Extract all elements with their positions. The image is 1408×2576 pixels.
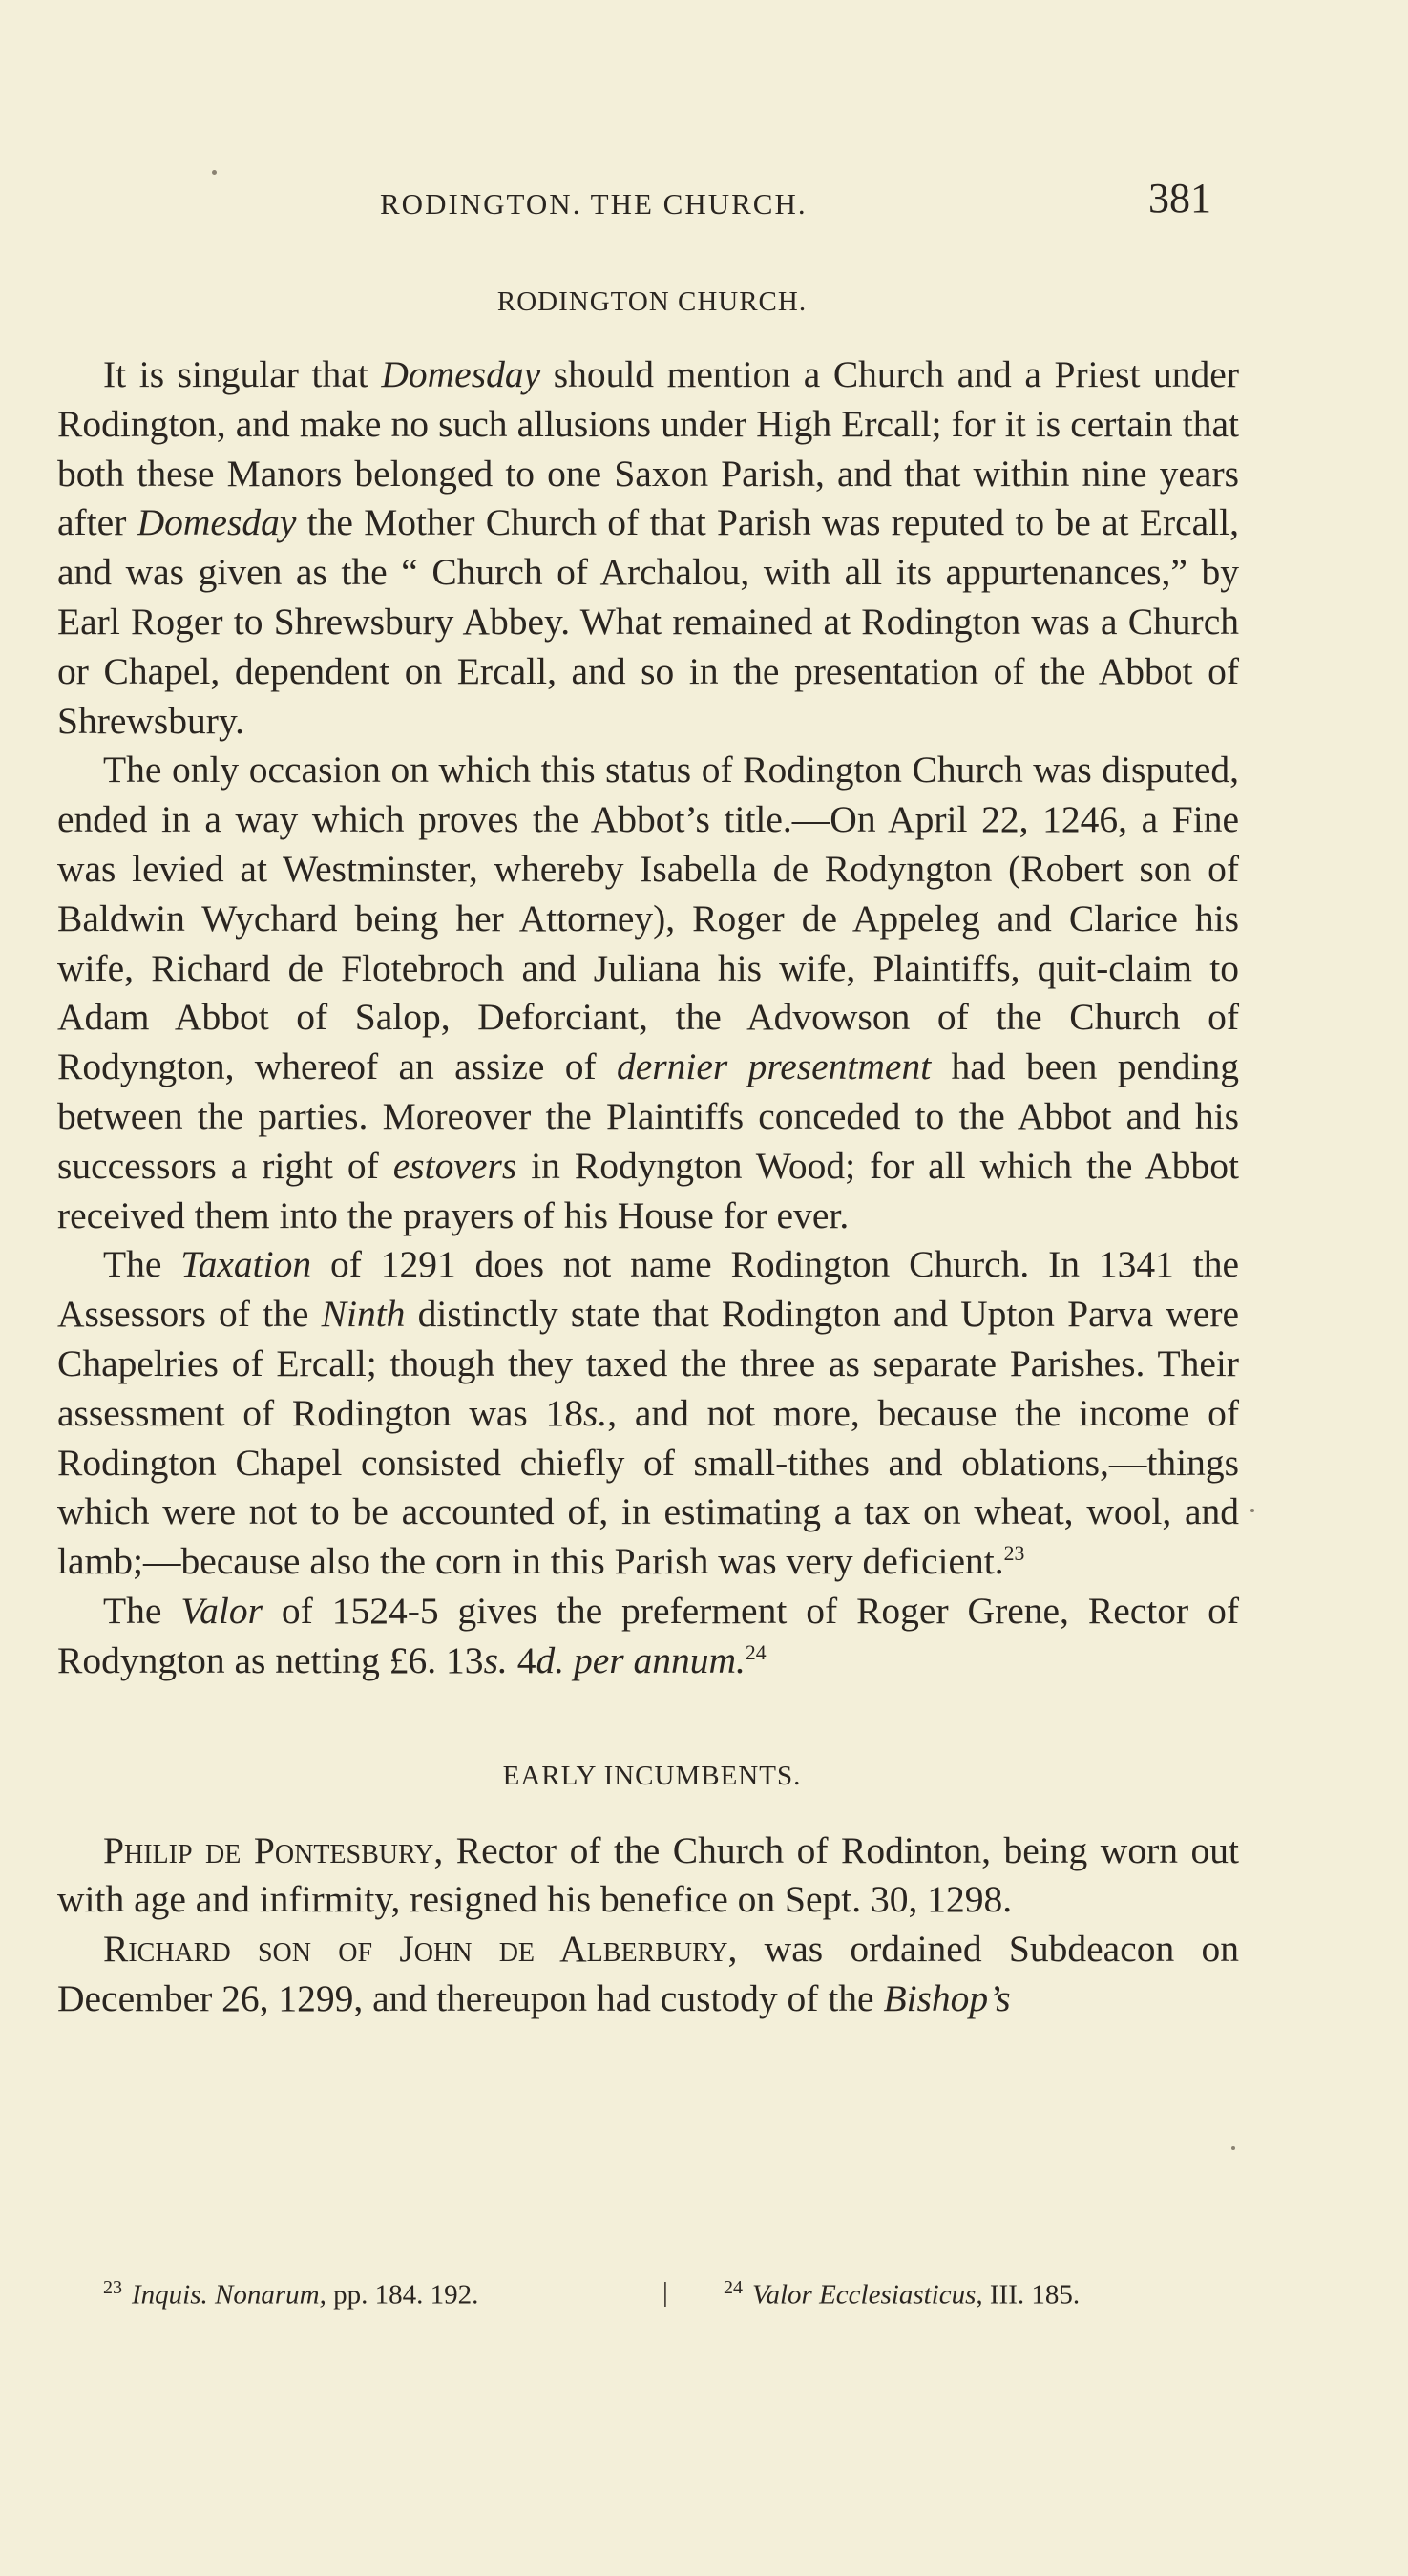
text-run: The xyxy=(103,1589,181,1632)
paragraph xyxy=(57,1587,1239,1686)
italic-text: estovers xyxy=(392,1144,517,1187)
italic-text: dernier presentment xyxy=(616,1045,932,1088)
footnote-number: 23 xyxy=(103,2277,122,2298)
italic-text: Domesday xyxy=(381,353,541,395)
footnote-ref: 24 xyxy=(745,1640,767,1664)
text-run: 4 xyxy=(507,1638,536,1681)
running-head xyxy=(0,174,1408,231)
text-run xyxy=(564,1639,574,1681)
paragraph xyxy=(57,1925,1239,2024)
footnote-23 xyxy=(103,2277,478,2312)
footnote-ref: 23 xyxy=(1003,1541,1025,1565)
running-title: RODINGTON. THE CHURCH. xyxy=(380,187,808,221)
italic-text: Domesday xyxy=(137,501,297,544)
footnote-source-title: Valor Ecclesiasticus, xyxy=(752,2279,983,2311)
text-run: of 1524-5 gives the preferment of Roger Grene, Rector of Rodyngton as netting £6. 13 xyxy=(57,1589,1239,1681)
text-run: It is singular that xyxy=(103,353,382,395)
text-run: , was ordained Subdeacon on December 26, 1299, and thereupon had custody of the xyxy=(57,1928,1239,2019)
footnote-source-title: Inquis. Nonarum, xyxy=(132,2279,326,2311)
italic-text: Bishop’s xyxy=(883,1976,1011,2019)
italic-text: s. xyxy=(483,1638,508,1681)
paragraph xyxy=(57,1240,1239,1587)
footnote-24 xyxy=(724,2277,1080,2312)
italic-text: s. xyxy=(582,1391,608,1434)
text-run: of 1291 does not name Rodington Church. In 1341 the Assessors of the xyxy=(57,1243,1239,1336)
section-heading-rodington-church: RODINGTON CHURCH. xyxy=(496,286,808,317)
italic-text: d. xyxy=(536,1638,565,1681)
italic-text: Ninth xyxy=(321,1293,406,1336)
footnote-separator: | xyxy=(662,2277,668,2308)
paragraph xyxy=(57,350,1239,746)
text-run: , and not more, because the income of Rodington Chapel consisted chiefly of small-tithes and oblations,—things which were not to be accounted of, in estimating a tax on wheat, wool, and lamb;—because also the corn in this Parish was very deficient. xyxy=(57,1391,1239,1583)
footnotes xyxy=(103,2277,1210,2325)
text-run: , Rector of the Church of Rodinton, being worn out with age and infirmity, resigned his benefice on Sept. 30, 1298. xyxy=(57,1828,1239,1921)
footnote-number: 24 xyxy=(724,2277,743,2298)
text-run: The xyxy=(103,1243,181,1286)
paragraph xyxy=(57,746,1239,1240)
text-run: distinctly state that Rodington and Upton Parva were Chapelries of Ercall; though they taxed the three as separate Parishes. Their assessment of Rodington was 18 xyxy=(57,1293,1240,1434)
text-run: had been pending between the parties. Moreover the Plaintiffs conceded to the Abbot and his successors a right of xyxy=(57,1045,1239,1187)
footnote-pages: pp. 184. 192. xyxy=(326,2279,479,2311)
paper-speck xyxy=(1231,2146,1235,2150)
paper-speck xyxy=(1250,1509,1254,1512)
text-run: The only occasion on which this status of Rodington Church was disputed, ended in a way which proves the Abbot’s title.—On April 22, 1246, a Fine was levied at Westminster, whereby Isabella de Rodyngton (Robert son of Baldwin Wychard being her Attorney), Roger de Appeleg and Clarice his wife, Richard de Flotebroch and Juliana his wife, Plaintiffs, quit-claim to Adam Abbot of Salop, Deforciant, the Advowson of the Church of Rodyngton, whereof an assize of xyxy=(57,749,1239,1088)
incumbent-name: Richard son of John de Alberbury xyxy=(103,1928,728,1971)
italic-text: per annum. xyxy=(573,1638,746,1681)
footnote-pages: III. 185. xyxy=(982,2279,1081,2311)
italic-text: Valor xyxy=(180,1589,263,1632)
text-run: in Rodyngton Wood; for all which the Abbot received them into the prayers of his House for ever. xyxy=(57,1144,1239,1236)
section-heading-early-incumbents: EARLY INCUMBENTS. xyxy=(502,1760,802,1791)
italic-text: Taxation xyxy=(180,1243,312,1286)
page-number: 381 xyxy=(1148,175,1211,222)
paragraph xyxy=(57,1826,1239,1926)
text-run: should mention a Church and a Priest under Rodington, and make no such allusions under High Ercall; for it is certain that both these Manors belonged to one Saxon Parish, and that within nine years after xyxy=(57,353,1239,544)
text-run: the Mother Church of that Parish was reputed to be at Ercall, and was given as the “ Church of Archalou, with all its appurtenances,” by Earl Roger to Shrewsbury Abbey. What remained at Rodington was a Church or Chapel, dependent on Ercall, and so in the presentation of the Abbot of Shrewsbury. xyxy=(57,501,1239,742)
incumbent-name: Philip de Pontesbury xyxy=(103,1828,434,1871)
paper-speck xyxy=(212,170,217,175)
body-text xyxy=(57,286,1239,2024)
